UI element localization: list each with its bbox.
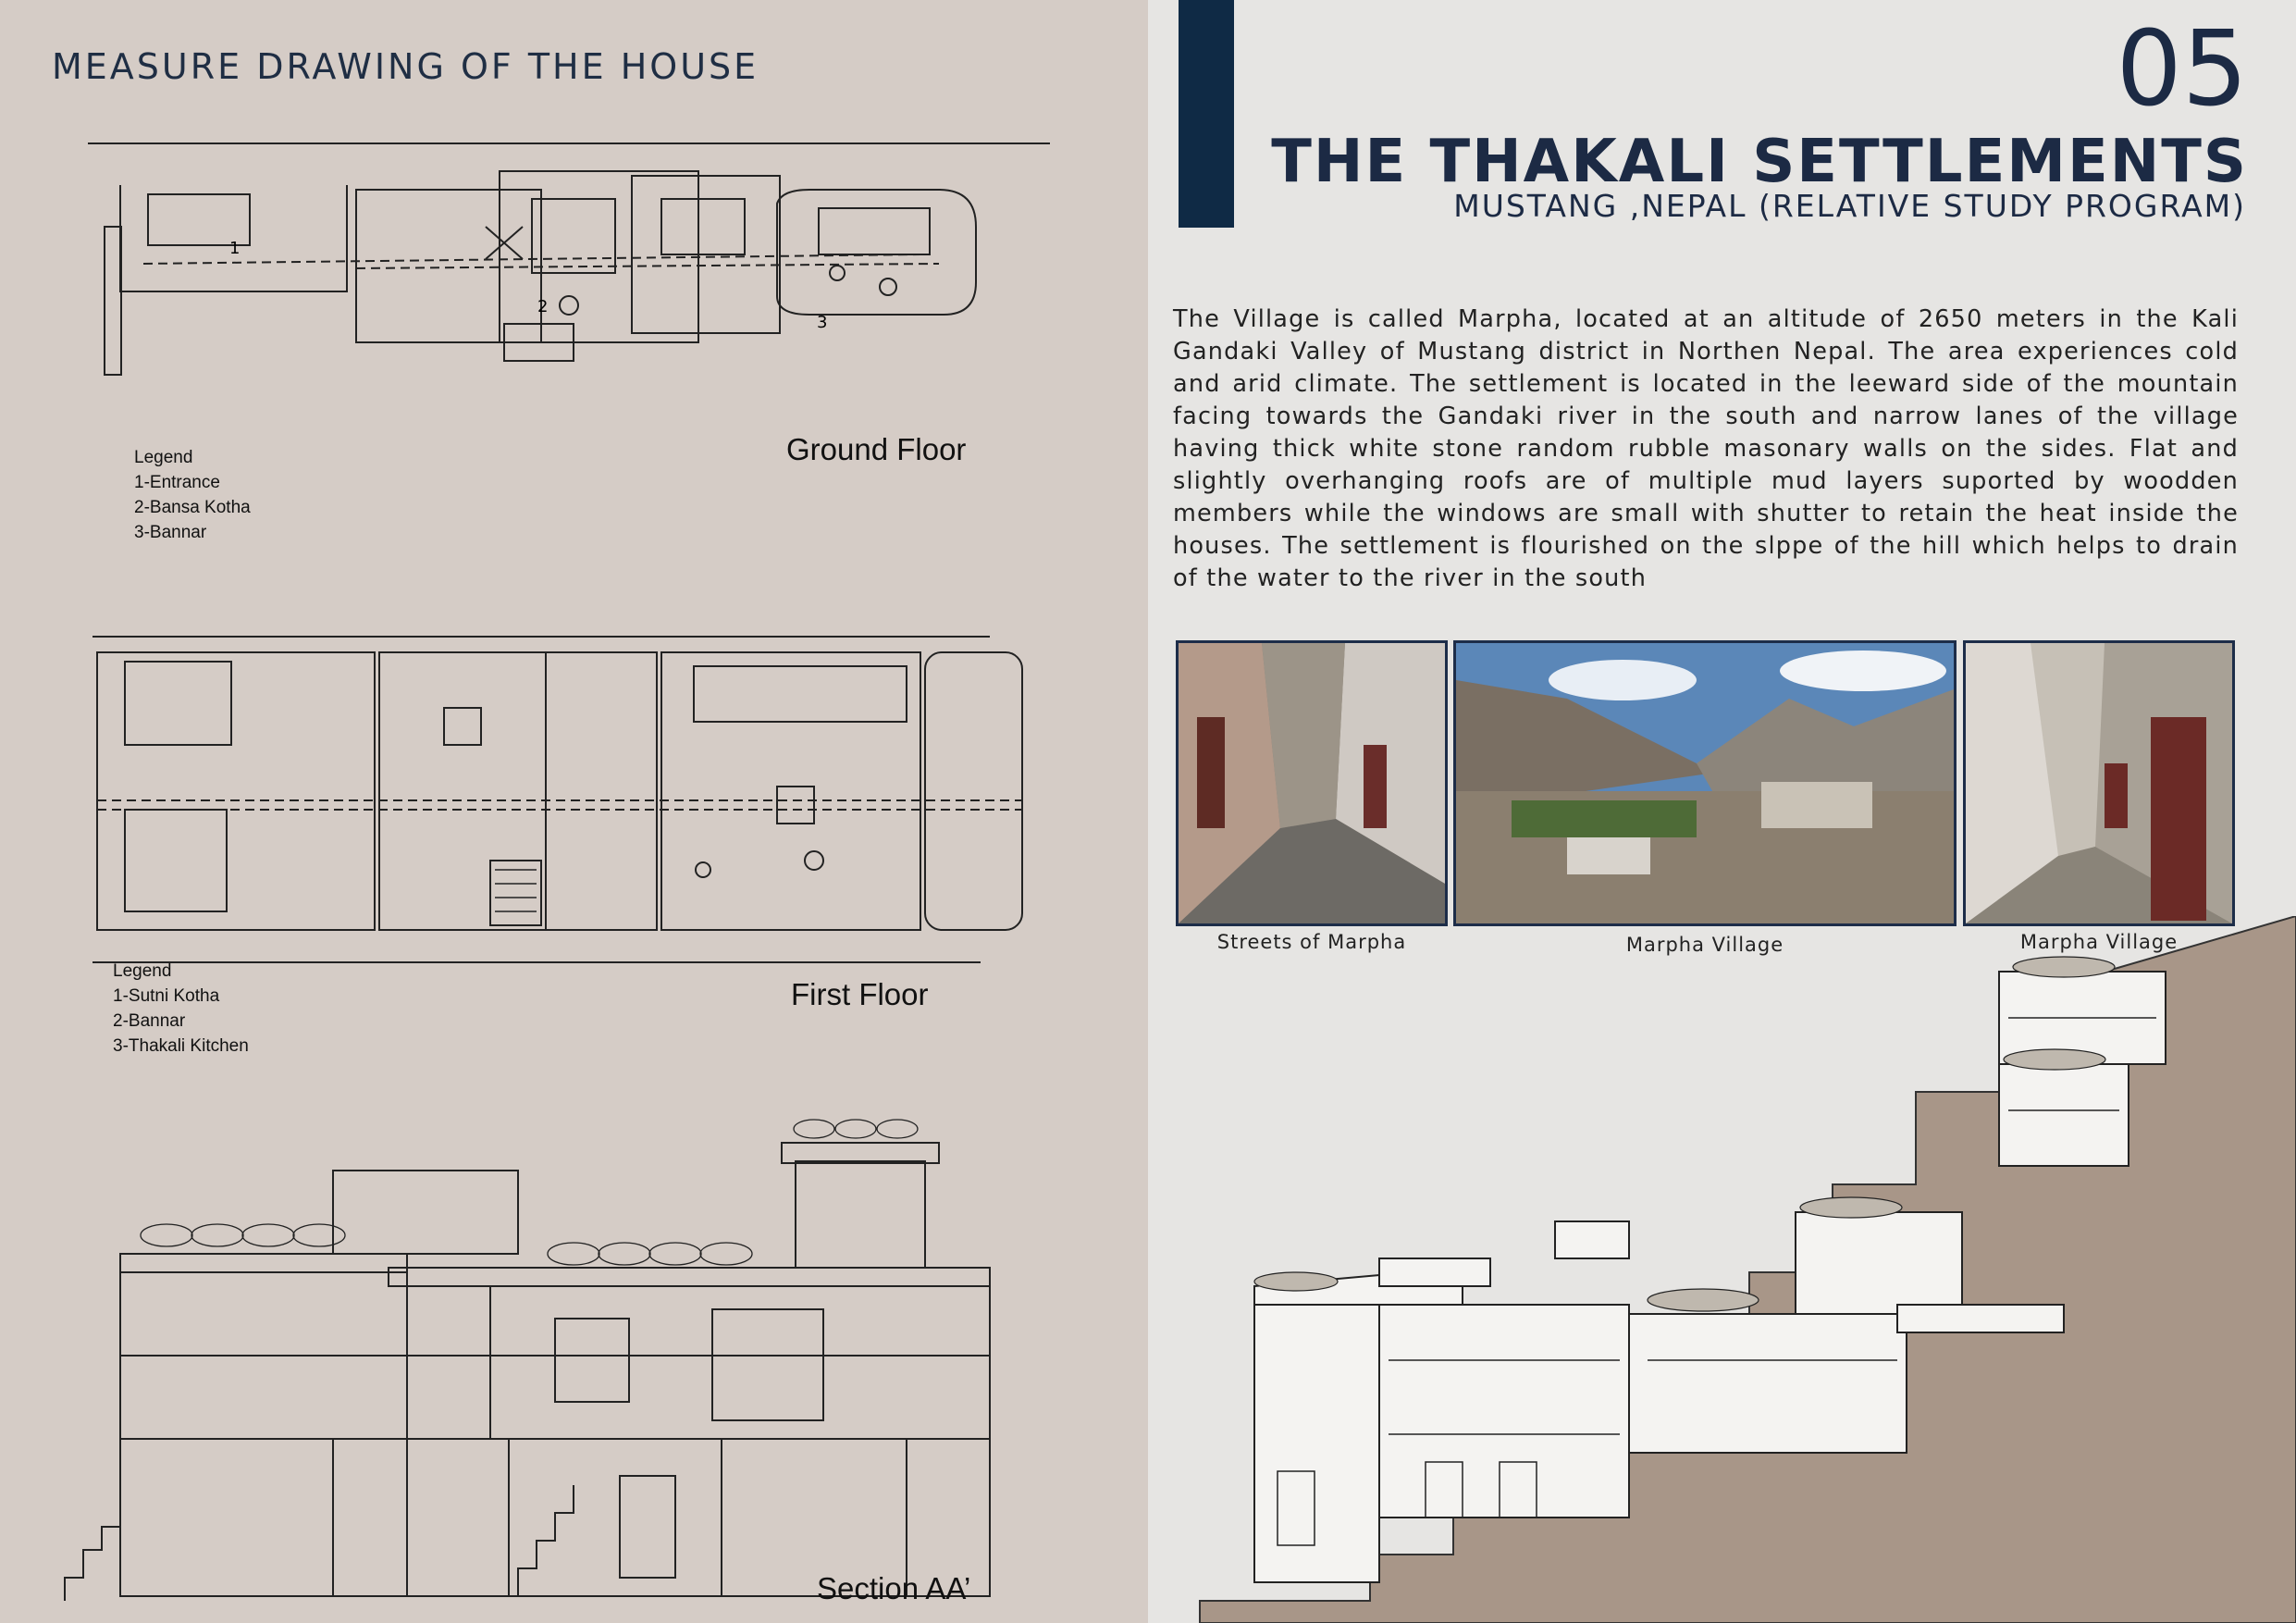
page-subheading: MUSTANG ,NEPAL (RELATIVE STUDY PROGRAM)	[1453, 188, 2246, 224]
room-number-2: 2	[537, 297, 549, 316]
legend-heading: Legend	[113, 961, 172, 981]
first-floor-plan	[56, 574, 1064, 972]
right-page	[1148, 0, 2296, 1623]
section-drawing	[56, 1106, 1018, 1605]
legend-item: 1-Sutni Kotha	[113, 986, 220, 1006]
legend-item: 2-Bannar	[113, 1011, 186, 1031]
photo-caption: Marpha Village	[1625, 934, 1784, 956]
description-paragraph: The Village is called Marpha, located at an altitude of 2650 meters in the Kali Gandaki Valley of Mustang district in Northen Nepal. The area experiences cold and arid climate. The settlement is located in the leeward side of the mountain facing towards the Gandaki river in the south and narrow lanes of the village having thick white stone random rubble masonary walls on the sides. Flat and slightly overhanging roofs are of multiple mud layers suported by woodden members while the windows are small with shutter to retain the heat inside the houses. The settlement is flourished on the slppe of the hill which helps to drain of the water to the river in the south	[1173, 305, 2239, 592]
room-number-3: 3	[817, 313, 828, 332]
first-floor-label: First Floor	[791, 977, 929, 1011]
photo-caption: Marpha Village	[2019, 931, 2179, 953]
page-heading: THE THAKALI SETTLEMENTS	[1271, 128, 2248, 196]
first-floor-legend	[113, 959, 249, 1059]
ground-floor-legend	[134, 445, 251, 545]
legend-item: 3-Thakali Kitchen	[113, 1036, 249, 1056]
room-number-1: 1	[229, 239, 241, 258]
photo-marpha-village-lane	[1963, 640, 2235, 926]
legend-heading: Legend	[134, 448, 193, 467]
photo-marpha-village	[1453, 640, 1957, 926]
settlement-section-drawing	[1148, 916, 2296, 1623]
section-label: Section AA’	[817, 1571, 971, 1605]
page-number: 05	[2116, 9, 2248, 130]
legend-item: 2-Bansa Kotha	[134, 498, 251, 517]
photo-streets-of-marpha	[1176, 640, 1448, 926]
accent-bar	[1179, 0, 1234, 228]
photo-caption: Streets of Marpha	[1216, 931, 1407, 953]
ground-floor-label: Ground Floor	[786, 432, 967, 466]
page-title: MEASURE DRAWING OF THE HOUSE	[52, 46, 759, 87]
ground-floor-plan	[51, 88, 1059, 440]
legend-item: 3-Bannar	[134, 523, 207, 542]
legend-item: 1-Entrance	[134, 473, 220, 492]
